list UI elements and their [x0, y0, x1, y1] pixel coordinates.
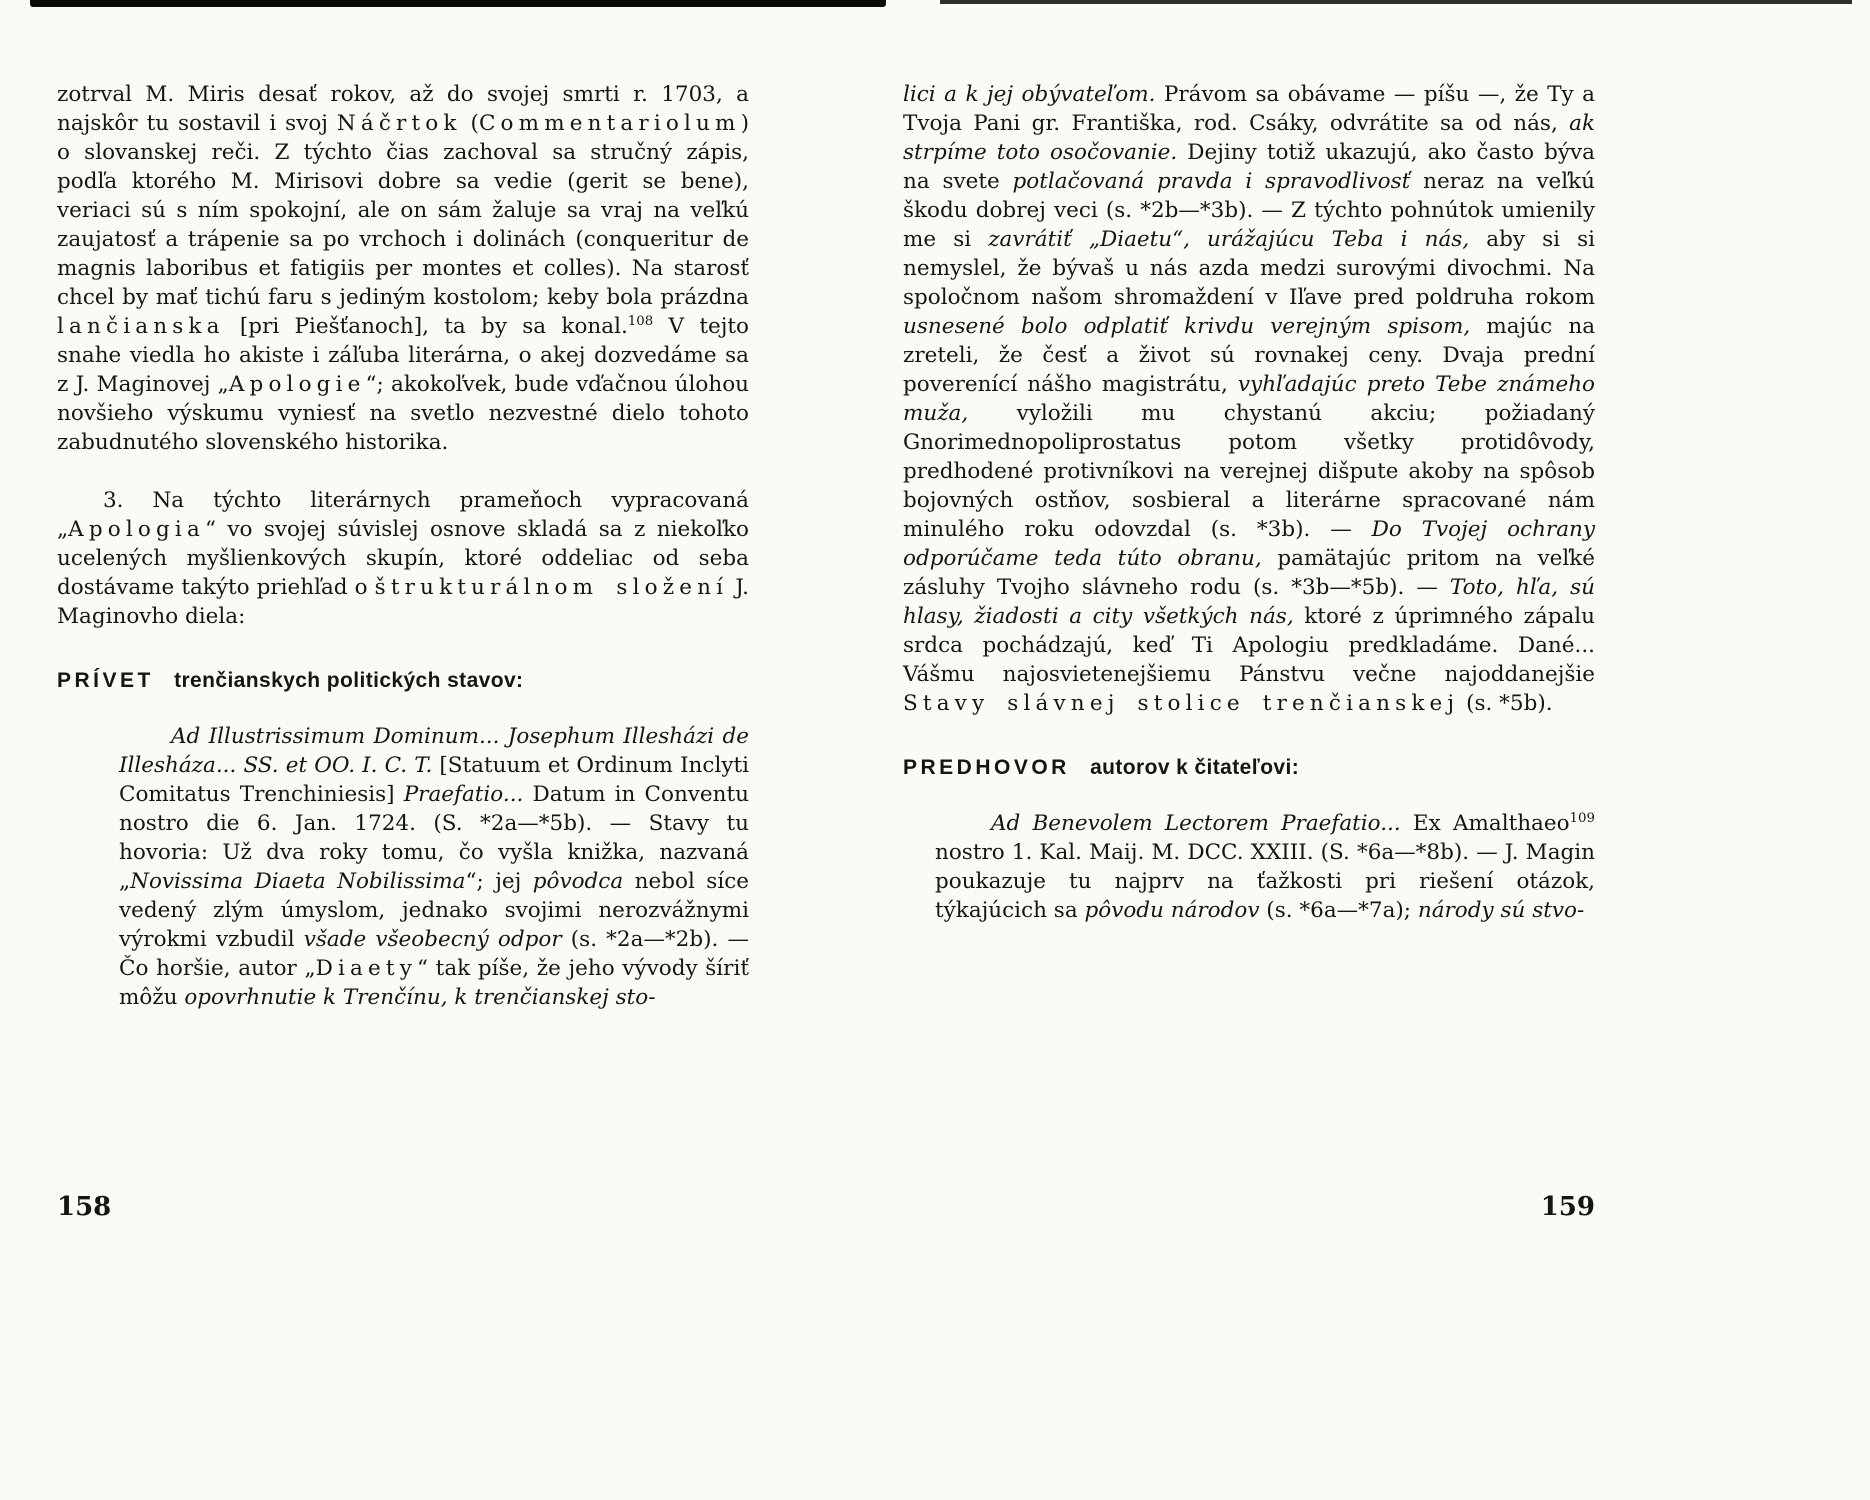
text-segment: ) o slovanskej reči. Z týchto čias zachoval sa stručný zápis, podľa ktorého M. Mirisovi dobre sa vedie (gerit se bene), veriaci sú s ním spokojní, ale on sám žaluje sa vraj na veľkú zaujatosť a trápenie sa po vrchoch i dolinách (conqueritur de magnis laboribus et fatigiis per montes et colles). Na starosť chcel by mať tichú faru s jediným kostolom; keby bola prázdna	[57, 111, 749, 310]
text-segment: majúc na zreteli, že česť a život sú rovnakej ceny. Dvaja prední poverenící nášho magistrátu,	[903, 314, 1596, 397]
text-segment: ktoré z úprimného zápalu srdca pochádzajú, keď Ti Apologiu predkladáme. Dané... Vášmu najosvietenejšiemu Pánstvu večne najoddanejšie	[903, 604, 1595, 687]
text-segment: všade všeobecný odpor	[303, 927, 562, 952]
block-quote-privet	[119, 722, 749, 1012]
text-segment: “ vo svojej súvislej osnove skladá sa z niekoľko ucelených myšlienkových skupín, ktoré oddeliac od seba dostávame takýto priehľad o	[57, 517, 749, 600]
section-heading-predhovor	[903, 753, 1595, 782]
text-segment: nostro 1. Kal. Maij. M. DCC. XXIII. (S. *6a—*8b). — J. Magin poukazuje tu najprv na ťažkosti pri riešení otázok, týkajúcich sa	[935, 840, 1595, 923]
text-segment: neraz na veľkú škodu dobrej veci (s. *2b—*3b). — Z týchto pohnútok umienily me si	[903, 169, 1595, 252]
text-segment: Toto, hľa, sú hlasy, žiadosti a city všetkých nás,	[903, 575, 1595, 629]
text-segment: (	[461, 111, 479, 136]
text-segment: vyložili mu chystanú akciu; požiadaný Gnorimednopoliprostatus potom všetky protidôvody, predhodené protivníkovi na verejnej dišpute akoby na spôsob bojovných ostňov, sosbieral a literárne spracované nám minulého roku odovzdal (s. *3b). —	[903, 401, 1595, 542]
text-segment: trenčianskych politických stavov:	[167, 669, 524, 692]
text-segment: Praefatio...	[403, 782, 524, 807]
text-segment: opovrhnutie k Trenčínu, k trenčianskej sto-	[184, 985, 656, 1010]
text-segment: potlačovaná pravda i spravodlivosť	[1012, 169, 1411, 194]
text-segment: V tejto snahe viedla ho akiste i záľuba literárna, o akej dozvedáme sa z J. Maginovej „	[57, 314, 749, 397]
text-segment: [Statuum et Ordinum Inclyti Comitatus Trenchiniesis]	[119, 753, 749, 807]
text-segment: Commentariolum	[478, 111, 741, 136]
text-segment: Diaety	[315, 956, 418, 981]
text-segment: lici a k jej obývateľom.	[903, 82, 1156, 107]
text-segment: PREDHOVOR	[903, 756, 1070, 779]
text-segment: pôvodca	[532, 869, 624, 894]
text-segment: Ad Illustrissimum Dominum... Josephum Illesházi de Illesháza... SS. et OO. I. C. T.	[119, 724, 749, 778]
text-segment: nebol síce vedený zlým úmyslom, jednako svojimi nerozvážnymi výrokmi vzbudil	[119, 869, 749, 952]
text-segment: Stavy slávnej stolice trenčianskej	[903, 691, 1460, 716]
text-segment: aby si si nemyslel, že bývaš u nás azda medzi surovými divochmi. Na spoločnom našom shromaždení v Iľave pred poldruha rokom	[903, 227, 1595, 310]
text-segment: zotrval M. Miris desať rokov, až do svojej smrti r. 1703, a najskôr tu sostavil i svoj	[57, 82, 749, 136]
text-segment: lančianska	[57, 314, 225, 339]
text-segment: Ad Benevolem Lectorem Praefatio...	[991, 811, 1401, 836]
text-segment: autorov k čitateľovi:	[1083, 756, 1300, 779]
page-number-left: 158	[57, 1192, 112, 1222]
paragraph-structure-overview	[57, 486, 749, 631]
text-segment: 3. Na týchto literárnych prameňoch vypracovaná „	[57, 488, 749, 542]
text-segment: Datum in Conventu nostro die 6. Jan. 1724. (S. *2a—*5b). — Stavy tu hovoria: Už dva roky tomu, čo vyšla knižka, nazvaná „	[119, 782, 749, 894]
text-segment: Dejiny totiž ukazujú, ako často býva na svete	[903, 140, 1595, 194]
text-segment: “ tak píše, že jeho vývody šíriť môžu	[119, 956, 749, 1010]
text-segment: Novissima Diaeta Nobilissima	[130, 869, 466, 894]
text-segment: ak strpíme toto osočovanie.	[903, 111, 1595, 165]
scan-artifact-top-left	[30, 0, 886, 7]
text-segment: Do Tvojej ochrany odporúčame teda túto obranu,	[903, 517, 1596, 571]
text-segment: vyhľadajúc preto Tebe známeho muža,	[903, 372, 1595, 426]
scan-artifact-top-right	[940, 0, 1852, 4]
text-segment: štrukturálnom složení	[374, 575, 729, 600]
text-segment: (s. *2a—*2b). — Čo horšie, autor „	[119, 927, 750, 981]
text-segment: usnesené bolo odplatiť krivdu verejným spisom,	[903, 314, 1471, 339]
section-heading-privet	[57, 666, 749, 695]
text-segment: (s. *5b).	[1459, 691, 1553, 716]
text-segment: Apologie	[228, 372, 366, 397]
text-segment: pamätajúc pritom na veľké zásluhy Tvojho slávneho rodu (s. *3b—*5b). —	[903, 546, 1596, 600]
text-segment: Ex Amalthaeo	[1400, 811, 1570, 836]
text-segment: (s. *6a—*7a);	[1259, 898, 1418, 923]
text-segment: “; jej	[465, 869, 533, 894]
text-segment: pôvodu národov	[1084, 898, 1260, 923]
text-segment: Právom sa obávame — píšu —, že Ty a Tvoja Pani gr. Františka, rod. Csáky, odvrátite sa od nás,	[903, 82, 1595, 136]
text-segment: Apologia	[68, 517, 205, 542]
text-segment: zavrátiť „Diaetu“, urážajúcu Teba i nás,	[988, 227, 1470, 252]
page-number-right: 159	[1540, 1192, 1595, 1222]
page-158-text-column	[57, 80, 749, 1012]
text-segment: J. Maginovho diela:	[57, 575, 749, 629]
text-segment: Náčrtok	[336, 111, 462, 136]
text-segment: 109	[1569, 810, 1595, 826]
text-segment: “; akokoľvek, bude vďačnou úlohou novšieho výskumu vyniesť na svetlo nezvestné dielo tohoto zabudnutého slovenského historika.	[57, 372, 749, 455]
text-segment: národy sú stvo-	[1417, 898, 1585, 923]
block-quote-predhovor	[935, 809, 1595, 925]
paragraph-continuation	[903, 80, 1595, 718]
page-159-text-column	[903, 80, 1595, 925]
text-segment: [pri Piešťanoch], ta by sa konal.	[224, 314, 628, 339]
paragraph-continuation	[57, 80, 749, 457]
text-segment: 108	[627, 313, 654, 329]
text-segment: PRÍVET	[57, 669, 154, 692]
